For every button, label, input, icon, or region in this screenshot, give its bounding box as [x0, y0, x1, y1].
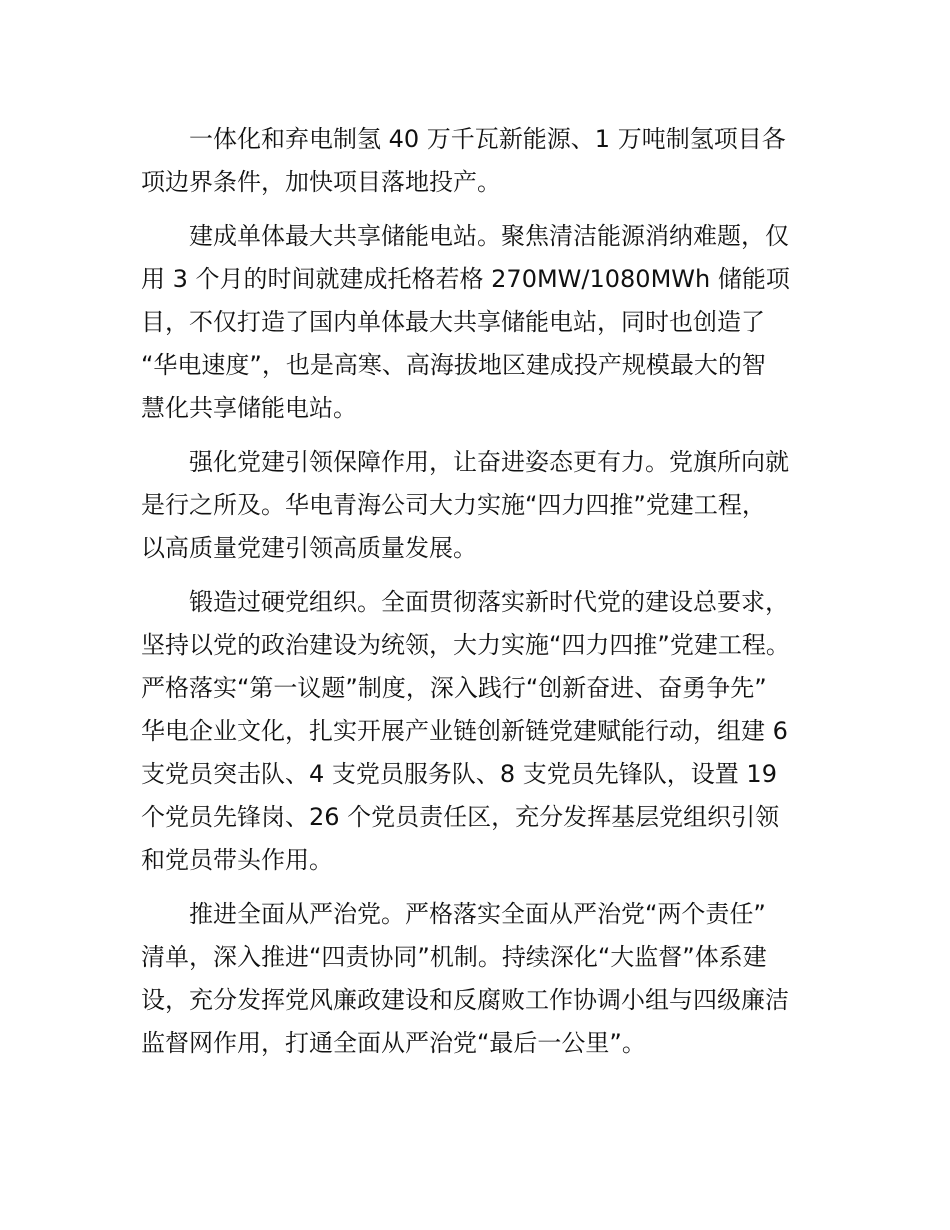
paragraph-line: 推进全面从严治党。严格落实全面从严治党“两个责任”: [189, 900, 766, 928]
paragraph-line: 个党员先锋岗、26 个党员责任区，充分发挥基层党组织引领: [141, 803, 780, 831]
paragraph-line: “华电速度”，也是高寒、高海拔地区建成投产规模最大的智: [141, 351, 766, 379]
paragraph-line: 是行之所及。华电青海公司大力实施“四力四推”党建工程，: [141, 491, 766, 519]
paragraph-party-organization: [141, 581, 821, 882]
paragraph-line: 慧化共享储能电站。: [141, 394, 357, 422]
paragraph-line: 强化党建引领保障作用，让奋进姿态更有力。党旗所向就: [189, 448, 789, 476]
paragraph-line: 华电企业文化，扎实开展产业链创新链党建赋能行动，组建 6: [141, 717, 788, 745]
paragraph-line: 项边界条件，加快项目落地投产。: [141, 168, 501, 196]
paragraph-strict-governance: [141, 893, 821, 1065]
paragraph-line: 支党员突击队、4 支党员服务队、8 支党员先锋队，设置 19: [141, 760, 777, 788]
paragraph-hydrogen-project: [141, 118, 821, 204]
paragraph-line: 坚持以党的政治建设为统领，大力实施“四力四推”党建工程。: [141, 631, 790, 659]
paragraph-party-building: [141, 441, 821, 570]
paragraph-line: 建成单体最大共享储能电站。聚焦清洁能源消纳难题，仅: [189, 222, 789, 250]
paragraph-line: 以高质量党建引领高质量发展。: [141, 534, 477, 562]
paragraph-line: 用 3 个月的时间就建成托格若格 270MW/1080MWh 储能项: [141, 265, 790, 293]
paragraph-line: 监督网作用，打通全面从严治党“最后一公里”。: [141, 1029, 646, 1057]
paragraph-line: 设，充分发挥党风廉政建设和反腐败工作协调小组与四级廉洁: [141, 986, 789, 1014]
paragraph-line: 一体化和弃电制氢 40 万千瓦新能源、1 万吨制氢项目各: [189, 125, 786, 153]
paragraph-line: 锻造过硬党组织。全面贯彻落实新时代党的建设总要求，: [189, 588, 789, 616]
paragraph-line: 和党员带头作用。: [141, 846, 333, 874]
document-body: [141, 118, 821, 1076]
paragraph-line: 目，不仅打造了国内单体最大共享储能电站，同时也创造了: [141, 308, 765, 336]
paragraph-line: 清单，深入推进“四责协同”机制。持续深化“大监督”体系建: [141, 943, 767, 971]
paragraph-line: 严格落实“第一议题”制度，深入践行“创新奋进、奋勇争先”: [141, 674, 767, 702]
paragraph-energy-storage: [141, 215, 821, 430]
